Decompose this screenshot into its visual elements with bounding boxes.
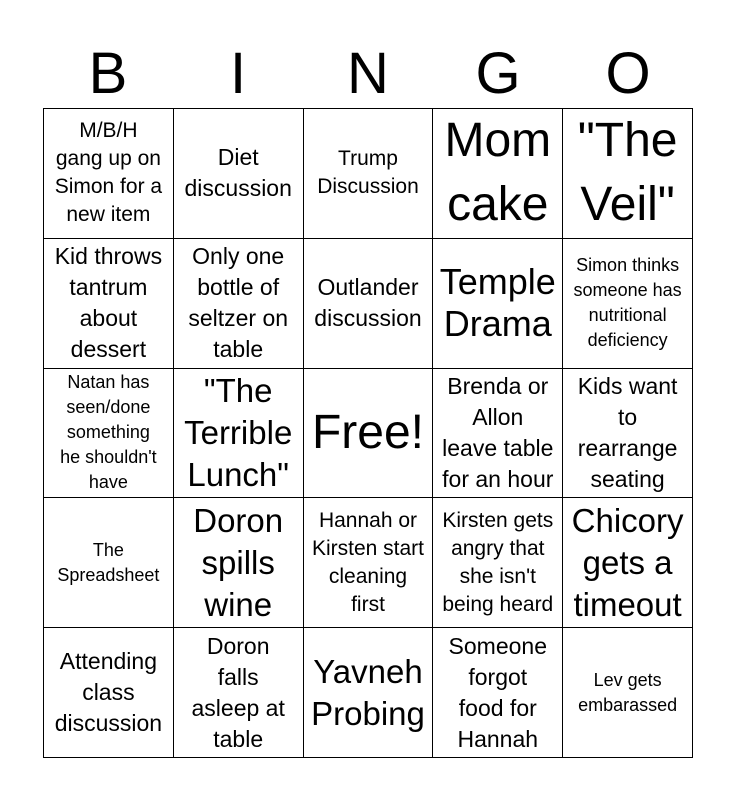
free-space[interactable]: Free! [304,369,434,499]
bingo-cell[interactable]: Natan has seen/done something he shouldn't have [44,369,174,499]
bingo-cell[interactable]: Doron falls asleep at table [174,628,304,758]
bingo-cell[interactable]: Brenda or Allon leave table for an hour [433,369,563,499]
bingo-cell[interactable]: Lev gets embarassed [563,628,693,758]
bingo-cell[interactable]: Only one bottle of seltzer on table [174,239,304,369]
bingo-cell[interactable]: Kids want to rearrange seating [563,369,693,499]
header-letter-g: G [475,41,521,106]
bingo-board [43,108,693,758]
header-letter-b: B [88,41,128,106]
bingo-cell[interactable]: Chicory gets a timeout [563,498,693,628]
header-letter-o: O [605,41,651,106]
bingo-cell[interactable]: Attending class discussion [44,628,174,758]
bingo-cell[interactable]: Mom cake [433,109,563,239]
bingo-cell[interactable]: Simon thinks someone has nutritional deficiency [563,239,693,369]
bingo-cell[interactable]: The Spreadsheet [44,498,174,628]
bingo-cell[interactable]: Kid throws tantrum about dessert [44,239,174,369]
bingo-cell[interactable]: Diet discussion [174,109,304,239]
bingo-cell[interactable]: Trump Discussion [304,109,434,239]
bingo-header [43,40,693,108]
bingo-cell[interactable]: Doron spills wine [174,498,304,628]
bingo-cell[interactable]: "The Veil" [563,109,693,239]
header-letter-n: N [347,41,389,106]
bingo-cell[interactable]: M/B/H gang up on Simon for a new item [44,109,174,239]
bingo-cell[interactable]: "The Terrible Lunch" [174,369,304,499]
bingo-cell[interactable]: Temple Drama [433,239,563,369]
bingo-cell[interactable]: Kirsten gets angry that she isn't being heard [433,498,563,628]
bingo-cell[interactable]: Hannah or Kirsten start cleaning first [304,498,434,628]
header-letter-i: I [229,41,247,106]
bingo-cell[interactable]: Outlander discussion [304,239,434,369]
bingo-cell[interactable]: Yavneh Probing [304,628,434,758]
bingo-cell[interactable]: Someone forgot food for Hannah [433,628,563,758]
